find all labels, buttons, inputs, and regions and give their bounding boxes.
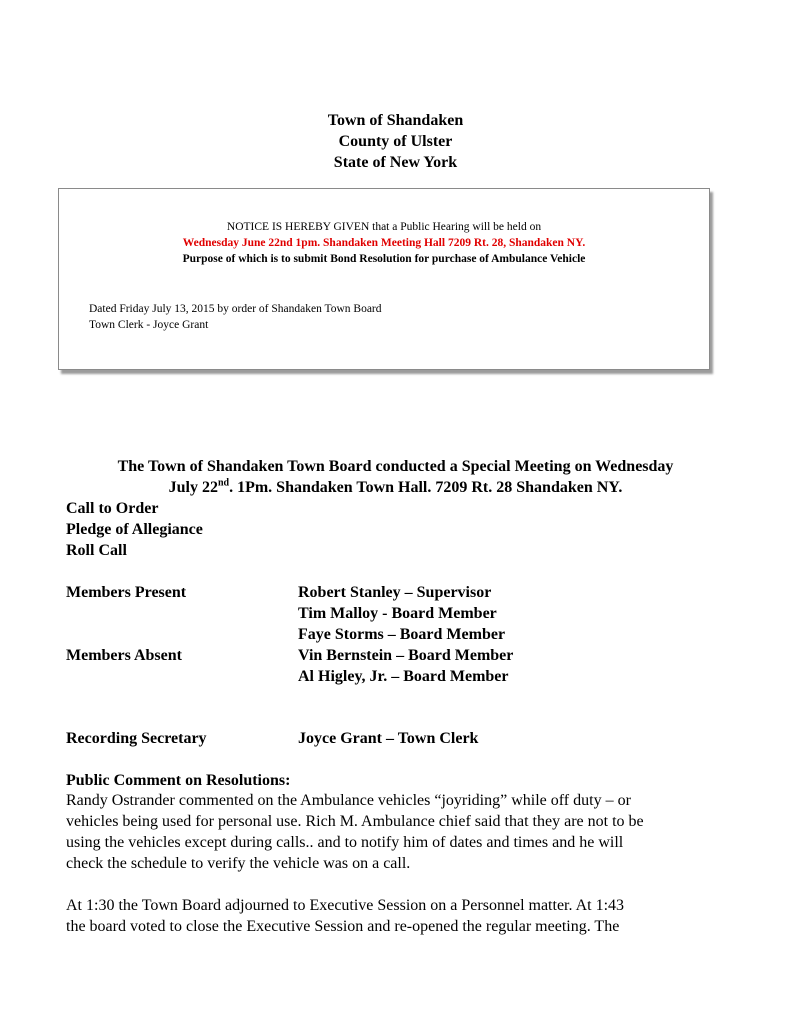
notice-intro: NOTICE IS HEREBY GIVEN that a Public Hearing will be held on bbox=[226, 221, 542, 233]
executive-session-paragraph bbox=[66, 895, 736, 937]
agenda-list bbox=[66, 498, 203, 561]
intro-location: . 1Pm. Shandaken Town Hall. 7209 Rt. 28 Shandaken NY. bbox=[229, 479, 623, 496]
member-present-1: Robert Stanley – Supervisor bbox=[298, 584, 492, 601]
member-absent-1: Vin Bernstein – Board Member bbox=[298, 647, 514, 664]
notice-purpose: Purpose of which is to submit Bond Resolution for purchase of Ambulance Vehicle bbox=[182, 253, 586, 265]
recording-secretary-name: Joyce Grant – Town Clerk bbox=[298, 730, 479, 747]
member-absent-2: Al Higley, Jr. – Board Member bbox=[298, 668, 509, 685]
document-header bbox=[0, 110, 791, 173]
intro-line-1: The Town of Shandaken Town Board conducted a Special Meeting on Wednesday bbox=[117, 458, 674, 475]
meeting-intro bbox=[0, 456, 791, 498]
notice-clerk: Town Clerk - Joyce Grant bbox=[89, 319, 209, 331]
intro-date-suffix: nd bbox=[217, 477, 230, 489]
notice-date-location: Wednesday June 22nd 1pm. Shandaken Meeting Hall 7209 Rt. 28, Shandaken NY. bbox=[182, 237, 586, 249]
notice-dated: Dated Friday July 13, 2015 by order of Shandaken Town Board bbox=[89, 303, 382, 315]
members-absent-list bbox=[298, 645, 513, 687]
public-comment-heading: Public Comment on Resolutions: bbox=[66, 772, 291, 789]
recording-secretary-label: Recording Secretary bbox=[66, 730, 207, 747]
notice-body bbox=[59, 219, 709, 267]
public-comment-line: Randy Ostrander commented on the Ambulance vehicles “joyriding” while off duty – or bbox=[66, 792, 631, 809]
members-present-label: Members Present bbox=[66, 584, 187, 601]
public-comment-paragraph bbox=[66, 790, 736, 874]
public-hearing-notice-box bbox=[58, 188, 710, 370]
header-town: Town of Shandaken bbox=[327, 112, 464, 129]
member-present-3: Faye Storms – Board Member bbox=[298, 626, 506, 643]
intro-line-2 bbox=[0, 477, 791, 498]
public-comment-line: check the schedule to verify the vehicle was on a call. bbox=[66, 855, 411, 872]
agenda-roll-call: Roll Call bbox=[66, 542, 127, 559]
public-comment-line: vehicles being used for personal use. Rich M. Ambulance chief said that they are not to be bbox=[66, 813, 644, 830]
agenda-call-to-order: Call to Order bbox=[66, 500, 159, 517]
member-present-2: Tim Malloy - Board Member bbox=[298, 605, 497, 622]
header-state: State of New York bbox=[333, 154, 458, 171]
agenda-pledge: Pledge of Allegiance bbox=[66, 521, 203, 538]
notice-signature bbox=[89, 301, 382, 333]
intro-date: July 22 bbox=[168, 479, 218, 496]
public-comment-line: using the vehicles except during calls.. and to notify him of dates and times and he will bbox=[66, 834, 624, 851]
executive-session-line: the board voted to close the Executive Session and re-opened the regular meeting. The bbox=[66, 918, 620, 935]
executive-session-line: At 1:30 the Town Board adjourned to Executive Session on a Personnel matter. At 1:43 bbox=[66, 897, 625, 914]
members-absent-label: Members Absent bbox=[66, 647, 182, 664]
header-county: County of Ulster bbox=[338, 133, 453, 150]
members-present-list bbox=[298, 582, 505, 645]
